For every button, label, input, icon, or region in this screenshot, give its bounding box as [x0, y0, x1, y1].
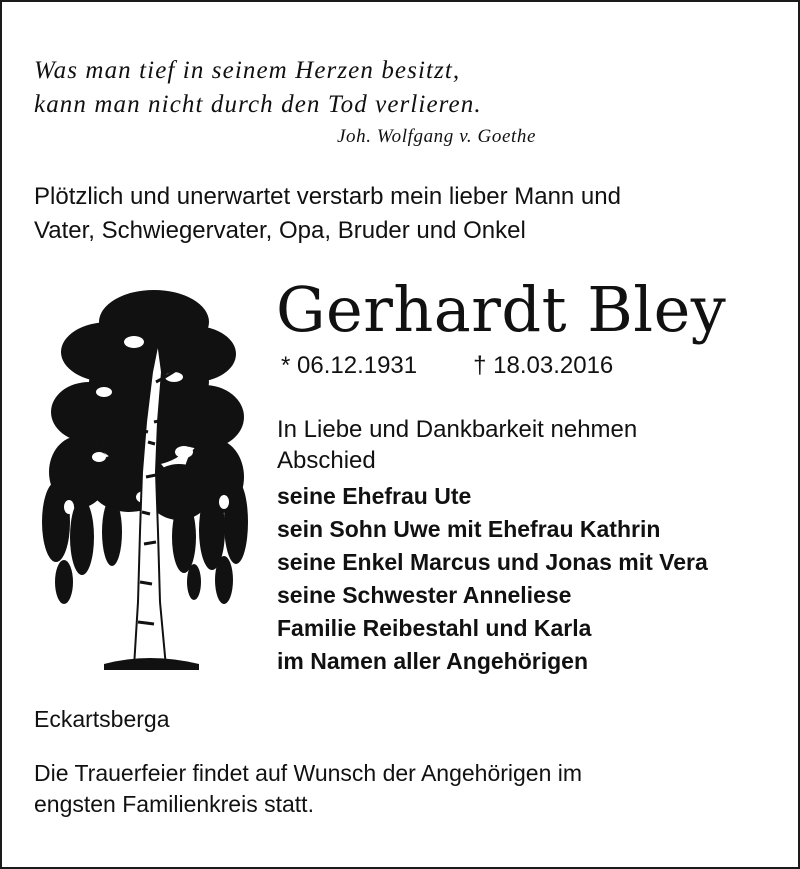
- thanks-line-2: Abschied: [277, 447, 376, 474]
- quote-line-1: Was man tief in seinem Herzen besitzt,: [34, 57, 461, 84]
- place-name: Eckartsberga: [34, 706, 170, 732]
- mourners-list: [277, 480, 708, 678]
- thanks-line-1: In Liebe und Dankbarkeit nehmen: [277, 416, 638, 443]
- birth-date: * 06.12.1931: [281, 352, 418, 379]
- intro-line-2: Vater, Schwiegervater, Opa, Bruder und Onkel: [34, 217, 526, 244]
- death-date: † 18.03.2016: [473, 352, 614, 379]
- notice-line-1: Die Trauerfeier findet auf Wunsch der Angehörigen im: [34, 760, 583, 786]
- life-dates: [281, 352, 613, 380]
- deceased-name: Gerhardt Bley: [276, 273, 727, 346]
- mourner-line: sein Sohn Uwe mit Ehefrau Kathrin: [277, 516, 661, 542]
- mourner-line: seine Ehefrau Ute: [277, 483, 472, 509]
- birch-tree-icon: [34, 282, 254, 672]
- funeral-notice: [34, 758, 582, 820]
- goethe-quote: [34, 54, 482, 122]
- quote-author: Joh. Wolfgang v. Goethe: [337, 126, 537, 147]
- mourner-line: im Namen aller Angehörigen: [277, 648, 588, 674]
- notice-line-2: engsten Familienkreis statt.: [34, 791, 314, 817]
- thanks-text: [277, 414, 637, 476]
- intro-text: [34, 180, 621, 248]
- mourner-line: seine Enkel Marcus und Jonas mit Vera: [277, 549, 708, 575]
- quote-line-2: kann man nicht durch den Tod verlieren.: [34, 91, 482, 118]
- mourner-line: Familie Reibestahl und Karla: [277, 615, 592, 641]
- intro-line-1: Plötzlich und unerwartet verstarb mein lieber Mann und: [34, 183, 621, 210]
- mourner-line: seine Schwester Anneliese: [277, 582, 572, 608]
